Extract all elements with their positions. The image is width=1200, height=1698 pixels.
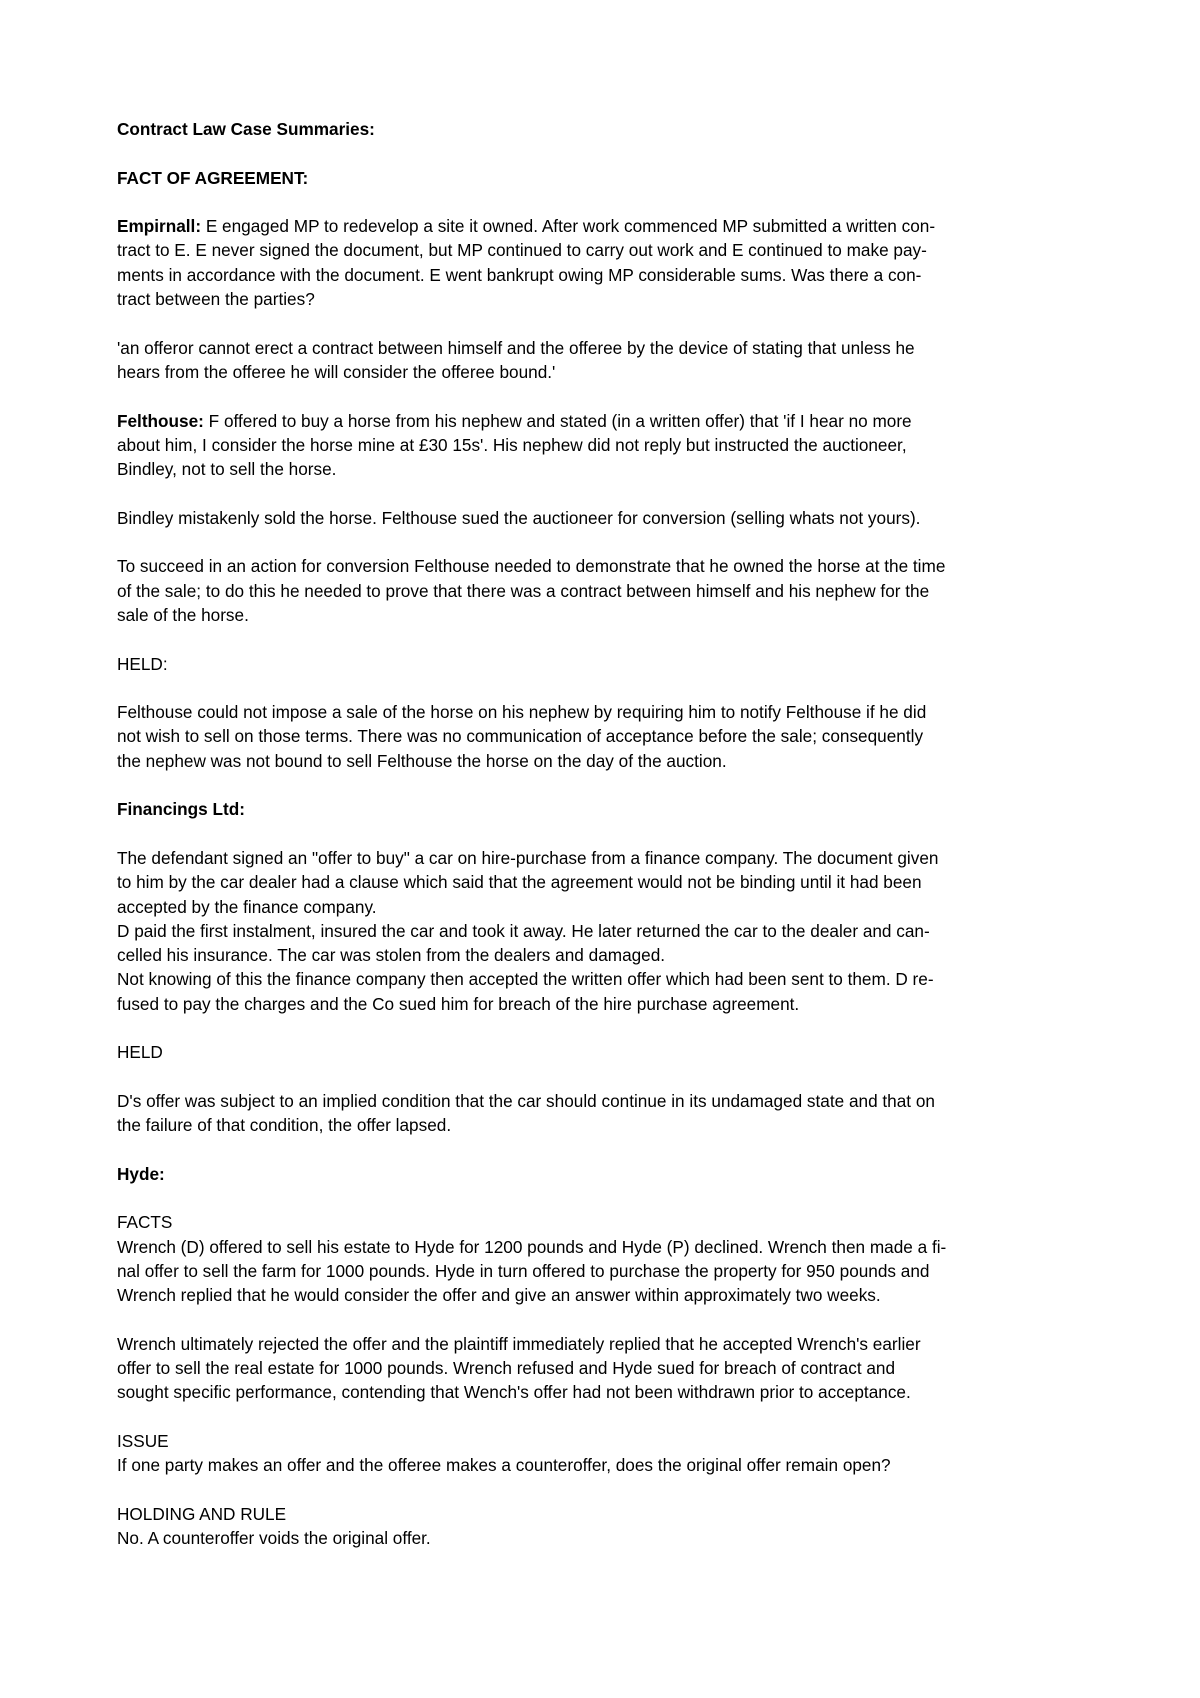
felthouse-paragraph-3: To succeed in an action for conversion Felthouse needed to demonstrate that he owned the horse at the time of the sale; to do this he needed to prove that there was a contract between himself and his nephew for the sale of the horse. (117, 556, 946, 625)
empirnall-quote: 'an offeror cannot erect a contract between himself and the offeree by the device of stating that unless he hears from the offeree he will consider the offeree bound.' (117, 337, 915, 382)
section-heading: FACT OF AGREEMENT: (117, 167, 309, 188)
case-name-hyde: Hyde: (117, 1163, 165, 1184)
financings-held-label: HELD (117, 1042, 163, 1063)
document-body (117, 117, 1092, 1575)
hyde-paragraph-2: Wrench ultimately rejected the offer and the plaintiff immediately replied that he accepted Wrench's earlier offer to sell the real estate for 1000 pounds. Wrench refused and Hyde sued for breach of contract and sought specific performance, contending that Wench's offer had not been withdrawn prior to acceptance. (117, 1333, 921, 1403)
felthouse-held-label: HELD: (117, 653, 168, 674)
hyde-issue-label: ISSUE (117, 1431, 169, 1452)
case-name-felthouse: Felthouse: (117, 410, 204, 431)
financings-paragraph-1: The defendant signed an "offer to buy" a car on hire-purchase from a finance company. The document given to him by the car dealer had a clause which said that the agreement would not be binding until it had been accepted by the finance company. (117, 847, 939, 917)
case-text-empirnall: E engaged MP to redevelop a site it owned. After work commenced MP submitted a written con- tract to E. E never signed the document, but MP continued to carry out work and E continued to make pay- ments in accordance with the document. E went bankrupt owing MP considerable sums. Was there a con- tract between the parties? (117, 216, 936, 310)
financings-held-text: D's offer was subject to an implied condition that the car should continue in its undamaged state and that on the failure of that condition, the offer lapsed. (117, 1090, 935, 1136)
case-name-financings: Financings Ltd: (117, 799, 245, 820)
hyde-holding-label: HOLDING AND RULE (117, 1503, 287, 1524)
hyde-issue-text: If one party makes an offer and the offeree makes a counteroffer, does the original offer remain open? (117, 1455, 891, 1476)
financings-paragraph-2: D paid the first instalment, insured the car and took it away. He later returned the car to the dealer and can- celled his insurance. The car was stolen from the dealers and damaged. (117, 920, 930, 966)
case-empirnall (117, 214, 1092, 311)
felthouse-paragraph-2: Bindley mistakenly sold the horse. Felthouse sued the auctioneer for conversion (selling whats not yours). (117, 507, 921, 528)
felthouse-held-text: Felthouse could not impose a sale of the horse on his nephew by requiring him to notify Felthouse if he did not wish to sell on those terms. There was no communication of acceptance before the sale; consequently the nephew was not bound to sell Felthouse the horse on the day of the auction. (117, 702, 927, 771)
hyde-facts-text: Wrench (D) offered to sell his estate to Hyde for 1200 pounds and Hyde (P) declined. Wrench then made a fi- nal offer to sell the farm for 1000 pounds. Hyde in turn offered to purchase the property for 950 pounds and Wrench replied that he would consider the offer and give an answer within approximately two weeks. (117, 1236, 947, 1306)
hyde-holding-text: No. A counteroffer voids the original offer. (117, 1528, 431, 1549)
document-title: Contract Law Case Summaries: (117, 119, 375, 139)
case-felthouse (117, 409, 1092, 482)
case-name-empirnall: Empirnall: (117, 216, 202, 237)
financings-paragraph-3: Not knowing of this the finance company then accepted the written offer which had been sent to them. D re- fused to pay the charges and the Co sued him for breach of the hire purchase agreement. (117, 969, 934, 1014)
hyde-facts-label: FACTS (117, 1212, 173, 1233)
case-text-felthouse: F offered to buy a horse from his nephew and stated (in a written offer) that 'if I hear no more about him, I consider the horse mine at £30 15s'. His nephew did not reply but instructed the auctioneer, Bindley, not to sell the horse. (117, 410, 912, 480)
